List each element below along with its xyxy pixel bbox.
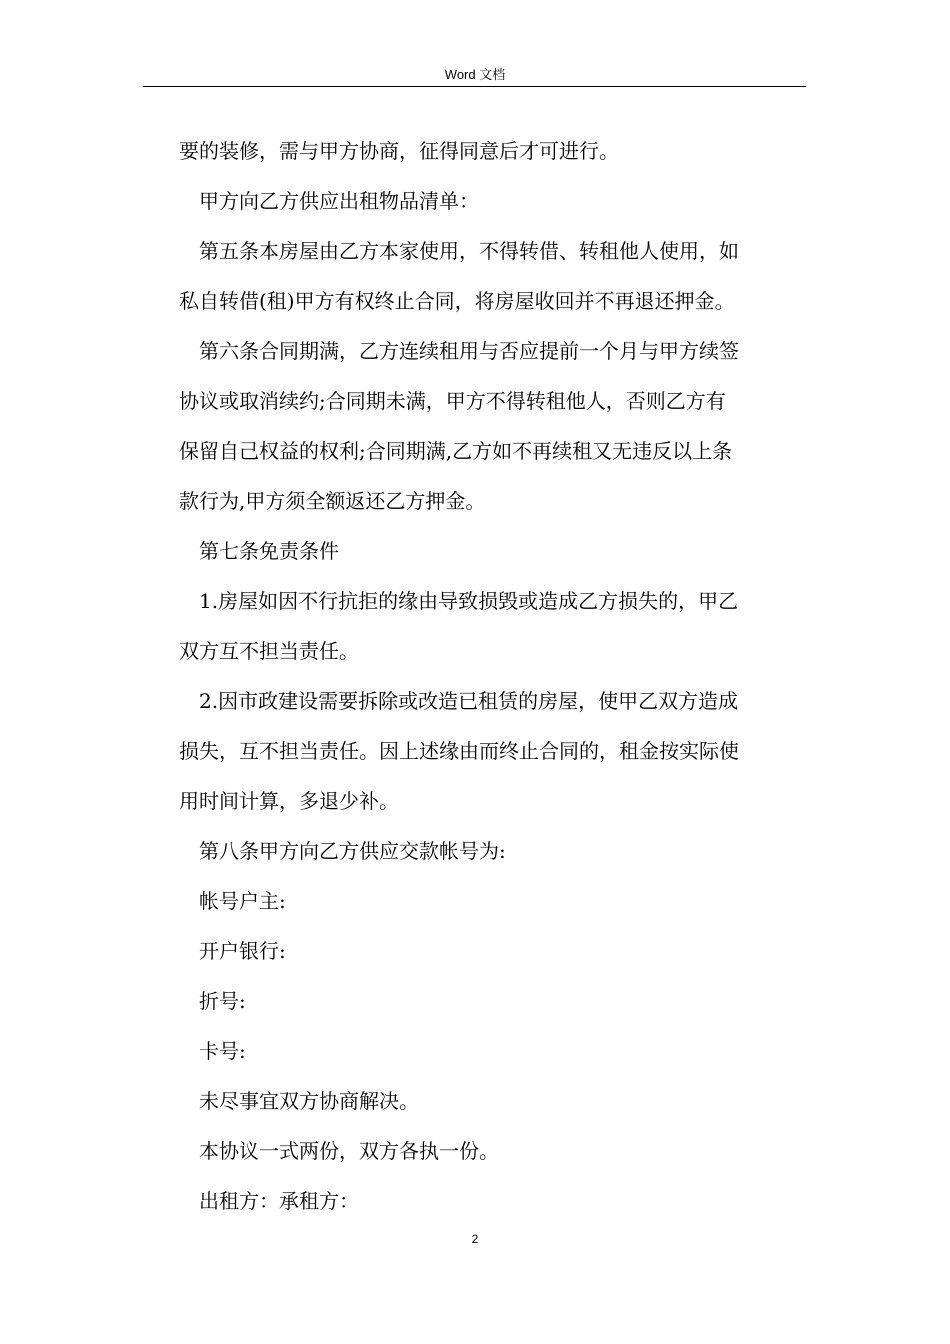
body-line: 第八条甲方向乙方供应交款帐号为:	[199, 839, 506, 863]
body-line: 2.因市政建设需要拆除或改造已租赁的房屋，使甲乙双方造成	[199, 689, 739, 713]
body-line: 用时间计算，多退少补。	[179, 789, 399, 813]
body-line: 出租方：承租方：	[199, 1189, 359, 1213]
body-line: 损失，互不担当责任。因上述缘由而终止合同的，租金按实际使	[179, 739, 739, 763]
body-line: 要的装修，需与甲方协商，征得同意后才可进行。	[179, 139, 619, 163]
body-line: 私自转借(租)甲方有权终止合同，将房屋收回并不再退还押金。	[179, 289, 735, 313]
body-line: 保留自己权益的权利;合同期满,乙方如不再续租又无违反以上条	[179, 439, 733, 463]
body-line: 款行为,甲方须全额返还乙方押金。	[179, 489, 486, 513]
page-number: 2	[471, 1232, 479, 1246]
body-line: 协议或取消续约;合同期未满，甲方不得转租他人，否则乙方有	[179, 389, 726, 413]
page-header-title: Word 文档	[444, 67, 506, 82]
body-line: 本协议一式两份，双方各执一份。	[199, 1139, 499, 1163]
document-body	[179, 126, 809, 1226]
header-divider	[143, 86, 806, 87]
body-line: 卡号:	[199, 1039, 246, 1063]
body-line: 折号:	[199, 989, 246, 1013]
body-line: 开户银行:	[199, 939, 286, 963]
body-line: 双方互不担当责任。	[179, 639, 359, 663]
body-line: 第六条合同期满，乙方连续租用与否应提前一个月与甲方续签	[199, 339, 739, 363]
body-line: 帐号户主:	[199, 889, 286, 913]
body-line: 1.房屋如因不行抗拒的缘由导致损毁或造成乙方损失的，甲乙	[199, 589, 739, 613]
body-line: 第五条本房屋由乙方本家使用，不得转借、转租他人使用，如	[199, 239, 739, 263]
body-line: 第七条免责条件	[199, 539, 339, 563]
body-line: 甲方向乙方供应出租物品清单：	[199, 189, 479, 213]
body-line: 未尽事宜双方协商解决。	[199, 1089, 419, 1113]
